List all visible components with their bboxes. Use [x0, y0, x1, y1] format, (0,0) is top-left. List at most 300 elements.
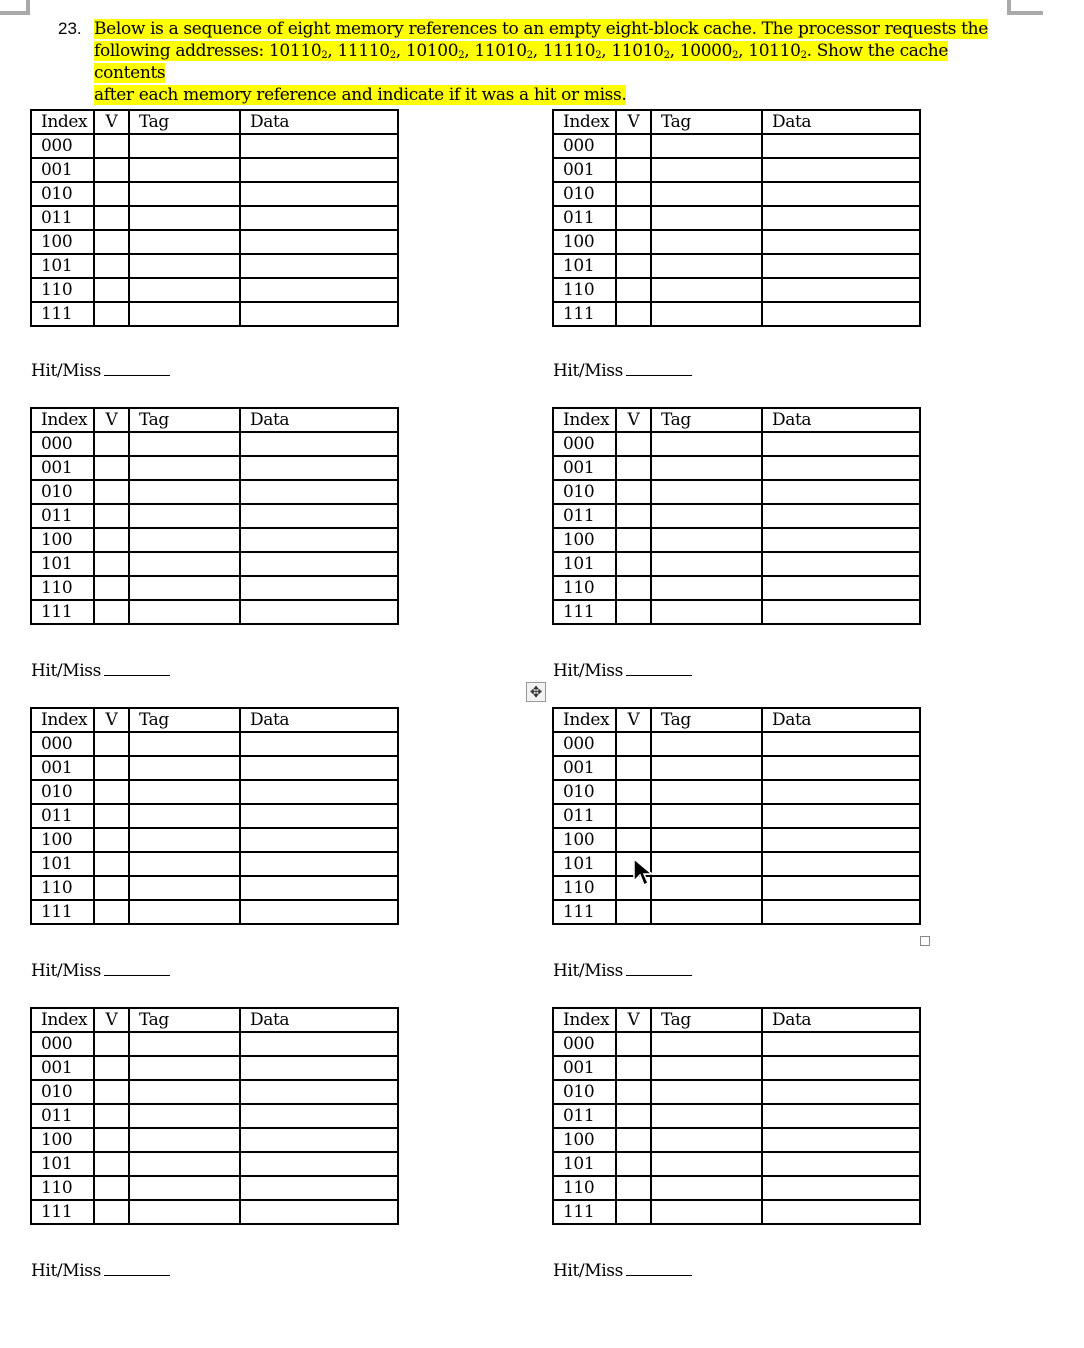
- cache-table-1: [30, 109, 399, 327]
- data-cell[interactable]: [240, 1032, 398, 1056]
- valid-cell[interactable]: [94, 1056, 129, 1080]
- cache-table-header-row: [553, 708, 920, 732]
- valid-cell[interactable]: [616, 780, 651, 804]
- cache-table-row: [553, 900, 920, 924]
- valid-cell[interactable]: [616, 600, 651, 624]
- address-3: $10100_2$: [405, 41, 465, 61]
- index-cell: 010: [31, 1080, 94, 1104]
- hit-miss-blank[interactable]: [626, 361, 692, 376]
- data-cell[interactable]: [762, 756, 920, 780]
- hit-miss-blank[interactable]: [104, 1261, 170, 1276]
- valid-cell[interactable]: [94, 480, 129, 504]
- tag-cell[interactable]: [129, 1200, 240, 1224]
- header-data: Data: [762, 708, 920, 732]
- valid-cell[interactable]: [94, 600, 129, 624]
- data-cell[interactable]: [762, 528, 920, 552]
- index-cell: 001: [553, 756, 616, 780]
- tag-cell[interactable]: [129, 1152, 240, 1176]
- cache-table-row: [31, 480, 398, 504]
- cache-table-6: [552, 707, 921, 925]
- tag-cell[interactable]: [129, 456, 240, 480]
- data-cell[interactable]: [240, 182, 398, 206]
- address-4: $11010_2$: [474, 41, 533, 61]
- cache-table-row: [553, 852, 920, 876]
- index-cell: 110: [553, 1176, 616, 1200]
- data-cell[interactable]: [240, 804, 398, 828]
- valid-cell[interactable]: [94, 230, 129, 254]
- valid-cell[interactable]: [94, 756, 129, 780]
- cache-table-row: [553, 1200, 920, 1224]
- data-cell[interactable]: [240, 600, 398, 624]
- header-valid: V: [94, 408, 129, 432]
- header-index: Index: [31, 408, 94, 432]
- valid-cell[interactable]: [616, 1152, 651, 1176]
- valid-cell[interactable]: [94, 1032, 129, 1056]
- header-tag: Tag: [129, 110, 240, 134]
- header-data: Data: [240, 408, 398, 432]
- data-cell[interactable]: [762, 230, 920, 254]
- data-cell[interactable]: [240, 480, 398, 504]
- tag-cell[interactable]: [129, 756, 240, 780]
- cache-table-row: [31, 134, 398, 158]
- cache-table-row: [553, 576, 920, 600]
- valid-cell[interactable]: [616, 1200, 651, 1224]
- cache-table-row: [31, 876, 398, 900]
- valid-cell[interactable]: [94, 206, 129, 230]
- tag-cell[interactable]: [129, 528, 240, 552]
- valid-cell[interactable]: [94, 278, 129, 302]
- cache-table-row: [553, 158, 920, 182]
- index-cell: 100: [31, 230, 94, 254]
- data-cell[interactable]: [762, 278, 920, 302]
- index-cell: 100: [31, 528, 94, 552]
- data-cell[interactable]: [240, 780, 398, 804]
- data-cell[interactable]: [762, 780, 920, 804]
- valid-cell[interactable]: [94, 254, 129, 278]
- cache-table-row: [31, 302, 398, 326]
- cache-table-row: [31, 1200, 398, 1224]
- tag-cell[interactable]: [129, 302, 240, 326]
- data-cell[interactable]: [762, 732, 920, 756]
- tag-cell[interactable]: [651, 780, 762, 804]
- tag-cell[interactable]: [129, 1080, 240, 1104]
- tag-cell[interactable]: [129, 1176, 240, 1200]
- cache-table-row: [553, 1104, 920, 1128]
- data-cell[interactable]: [240, 1176, 398, 1200]
- tag-cell[interactable]: [651, 182, 762, 206]
- data-cell[interactable]: [240, 1080, 398, 1104]
- data-cell[interactable]: [762, 1176, 920, 1200]
- tag-cell[interactable]: [129, 1056, 240, 1080]
- valid-cell[interactable]: [616, 206, 651, 230]
- header-index: Index: [553, 408, 616, 432]
- hit-miss-label: Hit/Miss: [553, 1261, 623, 1281]
- index-cell: 111: [553, 900, 616, 924]
- data-cell[interactable]: [762, 158, 920, 182]
- index-cell: 111: [31, 600, 94, 624]
- tag-cell[interactable]: [651, 1176, 762, 1200]
- valid-cell[interactable]: [616, 732, 651, 756]
- tag-cell[interactable]: [129, 780, 240, 804]
- data-cell[interactable]: [762, 456, 920, 480]
- tag-cell[interactable]: [651, 480, 762, 504]
- data-cell[interactable]: [762, 1200, 920, 1224]
- tag-cell[interactable]: [651, 302, 762, 326]
- cache-table-row: [553, 480, 920, 504]
- data-cell[interactable]: [240, 552, 398, 576]
- valid-cell[interactable]: [94, 828, 129, 852]
- address-6: $11010_2$: [611, 41, 670, 61]
- cache-table-header-row: [553, 408, 920, 432]
- tag-cell[interactable]: [129, 900, 240, 924]
- cache-table-row: [553, 1080, 920, 1104]
- valid-cell[interactable]: [616, 182, 651, 206]
- valid-cell[interactable]: [94, 552, 129, 576]
- tag-cell[interactable]: [129, 158, 240, 182]
- table-resize-handle[interactable]: [920, 936, 930, 946]
- cache-table-row: [31, 528, 398, 552]
- tag-cell[interactable]: [651, 158, 762, 182]
- data-cell[interactable]: [240, 230, 398, 254]
- cache-table-row: [553, 432, 920, 456]
- data-cell[interactable]: [762, 1056, 920, 1080]
- valid-cell[interactable]: [94, 1176, 129, 1200]
- hit-miss-blank[interactable]: [104, 661, 170, 676]
- valid-cell[interactable]: [94, 528, 129, 552]
- valid-cell[interactable]: [94, 1200, 129, 1224]
- valid-cell[interactable]: [616, 432, 651, 456]
- data-cell[interactable]: [762, 600, 920, 624]
- data-cell[interactable]: [762, 206, 920, 230]
- valid-cell[interactable]: [616, 1176, 651, 1200]
- tag-cell[interactable]: [651, 804, 762, 828]
- valid-cell[interactable]: [616, 804, 651, 828]
- hit-miss-blank[interactable]: [626, 1261, 692, 1276]
- cache-table-row: [31, 828, 398, 852]
- tag-cell[interactable]: [129, 828, 240, 852]
- cache-table-row: [553, 828, 920, 852]
- data-cell[interactable]: [762, 432, 920, 456]
- valid-cell[interactable]: [94, 1080, 129, 1104]
- hit-miss-blank[interactable]: [626, 661, 692, 676]
- data-cell[interactable]: [240, 134, 398, 158]
- index-cell: 110: [31, 278, 94, 302]
- tag-cell[interactable]: [651, 134, 762, 158]
- tag-cell[interactable]: [129, 480, 240, 504]
- index-cell: 000: [31, 134, 94, 158]
- data-cell[interactable]: [762, 1152, 920, 1176]
- hit-miss-label: Hit/Miss: [31, 961, 101, 981]
- index-cell: 101: [553, 254, 616, 278]
- valid-cell[interactable]: [616, 158, 651, 182]
- valid-cell[interactable]: [616, 302, 651, 326]
- question-line-2: following addresses: $10110_2$, $11110_2$, $10100_2$, $11010_2$, $11110_2$, $11010_2$, $10000_2$, $10110_2$. Show the cache contents: [94, 41, 949, 83]
- data-cell[interactable]: [240, 254, 398, 278]
- cache-table-row: [31, 254, 398, 278]
- tag-cell[interactable]: [129, 278, 240, 302]
- valid-cell[interactable]: [94, 1128, 129, 1152]
- valid-cell[interactable]: [94, 852, 129, 876]
- tag-cell[interactable]: [129, 732, 240, 756]
- tag-cell[interactable]: [651, 254, 762, 278]
- header-valid: V: [616, 408, 651, 432]
- hit-miss-field-7: [31, 1261, 170, 1281]
- index-cell: 110: [31, 876, 94, 900]
- index-cell: 010: [553, 480, 616, 504]
- data-cell[interactable]: [762, 302, 920, 326]
- tag-cell[interactable]: [651, 528, 762, 552]
- question-line-1: Below is a sequence of eight memory references to an empty eight-block cache. The processor requests the: [94, 19, 988, 39]
- data-cell[interactable]: [762, 576, 920, 600]
- cache-table-row: [31, 576, 398, 600]
- valid-cell[interactable]: [616, 456, 651, 480]
- valid-cell[interactable]: [616, 900, 651, 924]
- valid-cell[interactable]: [94, 456, 129, 480]
- cache-table-row: [31, 1080, 398, 1104]
- index-cell: 110: [31, 576, 94, 600]
- header-index: Index: [553, 1008, 616, 1032]
- header-tag: Tag: [129, 1008, 240, 1032]
- tag-cell[interactable]: [129, 804, 240, 828]
- tag-cell[interactable]: [651, 876, 762, 900]
- data-cell[interactable]: [240, 432, 398, 456]
- hit-miss-blank[interactable]: [104, 361, 170, 376]
- header-index: Index: [31, 708, 94, 732]
- address-7: $10000_2$: [679, 41, 739, 61]
- tag-cell[interactable]: [129, 600, 240, 624]
- header-data: Data: [240, 110, 398, 134]
- valid-cell[interactable]: [616, 1056, 651, 1080]
- index-cell: 111: [31, 900, 94, 924]
- data-cell[interactable]: [762, 254, 920, 278]
- tag-cell[interactable]: [651, 504, 762, 528]
- tag-cell[interactable]: [651, 600, 762, 624]
- valid-cell[interactable]: [94, 732, 129, 756]
- data-cell[interactable]: [240, 900, 398, 924]
- data-cell[interactable]: [240, 504, 398, 528]
- data-cell[interactable]: [762, 852, 920, 876]
- index-cell: 000: [553, 732, 616, 756]
- valid-cell[interactable]: [616, 1032, 651, 1056]
- valid-cell[interactable]: [616, 480, 651, 504]
- data-cell[interactable]: [240, 756, 398, 780]
- index-cell: 010: [553, 182, 616, 206]
- data-cell[interactable]: [240, 1152, 398, 1176]
- index-cell: 110: [553, 576, 616, 600]
- tag-cell[interactable]: [129, 1128, 240, 1152]
- tag-cell[interactable]: [129, 230, 240, 254]
- index-cell: 110: [31, 1176, 94, 1200]
- index-cell: 101: [553, 552, 616, 576]
- tag-cell[interactable]: [651, 576, 762, 600]
- index-cell: 111: [553, 600, 616, 624]
- hit-miss-blank[interactable]: [626, 961, 692, 976]
- tag-cell[interactable]: [651, 828, 762, 852]
- tag-cell[interactable]: [129, 876, 240, 900]
- data-cell[interactable]: [762, 1104, 920, 1128]
- data-cell[interactable]: [240, 1128, 398, 1152]
- tag-cell[interactable]: [651, 1128, 762, 1152]
- page-corner-marker-top-right: [1007, 0, 1043, 15]
- tag-cell[interactable]: [651, 432, 762, 456]
- data-cell[interactable]: [762, 182, 920, 206]
- cache-table-row: [553, 528, 920, 552]
- data-cell[interactable]: [240, 456, 398, 480]
- index-cell: 101: [31, 254, 94, 278]
- cache-table-row: [31, 1152, 398, 1176]
- header-valid: V: [616, 708, 651, 732]
- data-cell[interactable]: [762, 804, 920, 828]
- cache-table-row: [553, 182, 920, 206]
- data-cell[interactable]: [762, 900, 920, 924]
- valid-cell[interactable]: [616, 528, 651, 552]
- tag-cell[interactable]: [651, 1200, 762, 1224]
- tag-cell[interactable]: [651, 1104, 762, 1128]
- valid-cell[interactable]: [94, 1104, 129, 1128]
- tag-cell[interactable]: [651, 1152, 762, 1176]
- data-cell[interactable]: [240, 528, 398, 552]
- cache-table-row: [553, 254, 920, 278]
- valid-cell[interactable]: [616, 756, 651, 780]
- index-cell: 100: [553, 528, 616, 552]
- cache-table-row: [553, 756, 920, 780]
- tag-cell[interactable]: [129, 576, 240, 600]
- tag-cell[interactable]: [651, 732, 762, 756]
- data-cell[interactable]: [240, 1200, 398, 1224]
- cache-table-row: [553, 230, 920, 254]
- tag-cell[interactable]: [129, 206, 240, 230]
- cache-table-row: [553, 600, 920, 624]
- hit-miss-blank[interactable]: [104, 961, 170, 976]
- valid-cell[interactable]: [94, 134, 129, 158]
- data-cell[interactable]: [240, 278, 398, 302]
- index-cell: 101: [31, 552, 94, 576]
- tag-cell[interactable]: [651, 230, 762, 254]
- tag-cell[interactable]: [651, 456, 762, 480]
- valid-cell[interactable]: [616, 576, 651, 600]
- cache-table-header-row: [31, 110, 398, 134]
- cache-table-row: [31, 158, 398, 182]
- valid-cell[interactable]: [616, 134, 651, 158]
- tag-cell[interactable]: [129, 432, 240, 456]
- valid-cell[interactable]: [94, 900, 129, 924]
- valid-cell[interactable]: [616, 254, 651, 278]
- cache-table-row: [553, 732, 920, 756]
- cache-table-row: [31, 206, 398, 230]
- data-cell[interactable]: [762, 1032, 920, 1056]
- tag-cell[interactable]: [129, 182, 240, 206]
- tag-cell[interactable]: [651, 756, 762, 780]
- valid-cell[interactable]: [616, 552, 651, 576]
- data-cell[interactable]: [762, 828, 920, 852]
- data-cell[interactable]: [762, 1128, 920, 1152]
- tag-cell[interactable]: [129, 1104, 240, 1128]
- tag-cell[interactable]: [129, 254, 240, 278]
- tag-cell[interactable]: [651, 206, 762, 230]
- tag-cell[interactable]: [129, 504, 240, 528]
- cache-table-header-row: [553, 1008, 920, 1032]
- table-move-handle-icon[interactable]: ✥: [526, 682, 546, 702]
- valid-cell[interactable]: [94, 780, 129, 804]
- index-cell: 100: [31, 828, 94, 852]
- header-tag: Tag: [651, 708, 762, 732]
- tag-cell[interactable]: [129, 852, 240, 876]
- tag-cell[interactable]: [129, 552, 240, 576]
- valid-cell[interactable]: [616, 1080, 651, 1104]
- data-cell[interactable]: [762, 1080, 920, 1104]
- valid-cell[interactable]: [616, 504, 651, 528]
- data-cell[interactable]: [240, 302, 398, 326]
- cache-table-row: [553, 456, 920, 480]
- valid-cell[interactable]: [94, 804, 129, 828]
- valid-cell[interactable]: [94, 1152, 129, 1176]
- tag-cell[interactable]: [129, 1032, 240, 1056]
- hit-miss-label: Hit/Miss: [31, 361, 101, 381]
- cache-table-row: [31, 1176, 398, 1200]
- index-cell: 001: [553, 456, 616, 480]
- index-cell: 000: [31, 732, 94, 756]
- data-cell[interactable]: [762, 552, 920, 576]
- hit-miss-label: Hit/Miss: [553, 661, 623, 681]
- data-cell[interactable]: [240, 828, 398, 852]
- data-cell[interactable]: [240, 732, 398, 756]
- tag-cell[interactable]: [651, 1056, 762, 1080]
- index-cell: 011: [31, 804, 94, 828]
- valid-cell[interactable]: [94, 504, 129, 528]
- data-cell[interactable]: [240, 1104, 398, 1128]
- cache-table-2: [552, 109, 921, 327]
- valid-cell[interactable]: [94, 302, 129, 326]
- valid-cell[interactable]: [94, 158, 129, 182]
- data-cell[interactable]: [240, 206, 398, 230]
- data-cell[interactable]: [762, 134, 920, 158]
- data-cell[interactable]: [762, 504, 920, 528]
- data-cell[interactable]: [240, 876, 398, 900]
- valid-cell[interactable]: [94, 182, 129, 206]
- tag-cell[interactable]: [651, 1080, 762, 1104]
- valid-cell[interactable]: [616, 1104, 651, 1128]
- tag-cell[interactable]: [651, 278, 762, 302]
- cache-table-row: [553, 552, 920, 576]
- data-cell[interactable]: [240, 576, 398, 600]
- header-tag: Tag: [651, 408, 762, 432]
- tag-cell[interactable]: [651, 852, 762, 876]
- data-cell[interactable]: [240, 1056, 398, 1080]
- data-cell[interactable]: [240, 158, 398, 182]
- valid-cell[interactable]: [94, 876, 129, 900]
- valid-cell[interactable]: [616, 230, 651, 254]
- tag-cell[interactable]: [129, 134, 240, 158]
- data-cell[interactable]: [762, 876, 920, 900]
- index-cell: 100: [553, 1128, 616, 1152]
- index-cell: 011: [553, 206, 616, 230]
- cache-table-row: [553, 1056, 920, 1080]
- valid-cell[interactable]: [94, 576, 129, 600]
- tag-cell[interactable]: [651, 1032, 762, 1056]
- tag-cell[interactable]: [651, 552, 762, 576]
- index-cell: 001: [31, 756, 94, 780]
- data-cell[interactable]: [762, 480, 920, 504]
- valid-cell[interactable]: [616, 278, 651, 302]
- valid-cell[interactable]: [94, 432, 129, 456]
- valid-cell[interactable]: [616, 1128, 651, 1152]
- cache-table-header-row: [31, 708, 398, 732]
- cache-table-row: [553, 1176, 920, 1200]
- data-cell[interactable]: [240, 852, 398, 876]
- tag-cell[interactable]: [651, 900, 762, 924]
- header-tag: Tag: [651, 110, 762, 134]
- valid-cell[interactable]: [616, 828, 651, 852]
